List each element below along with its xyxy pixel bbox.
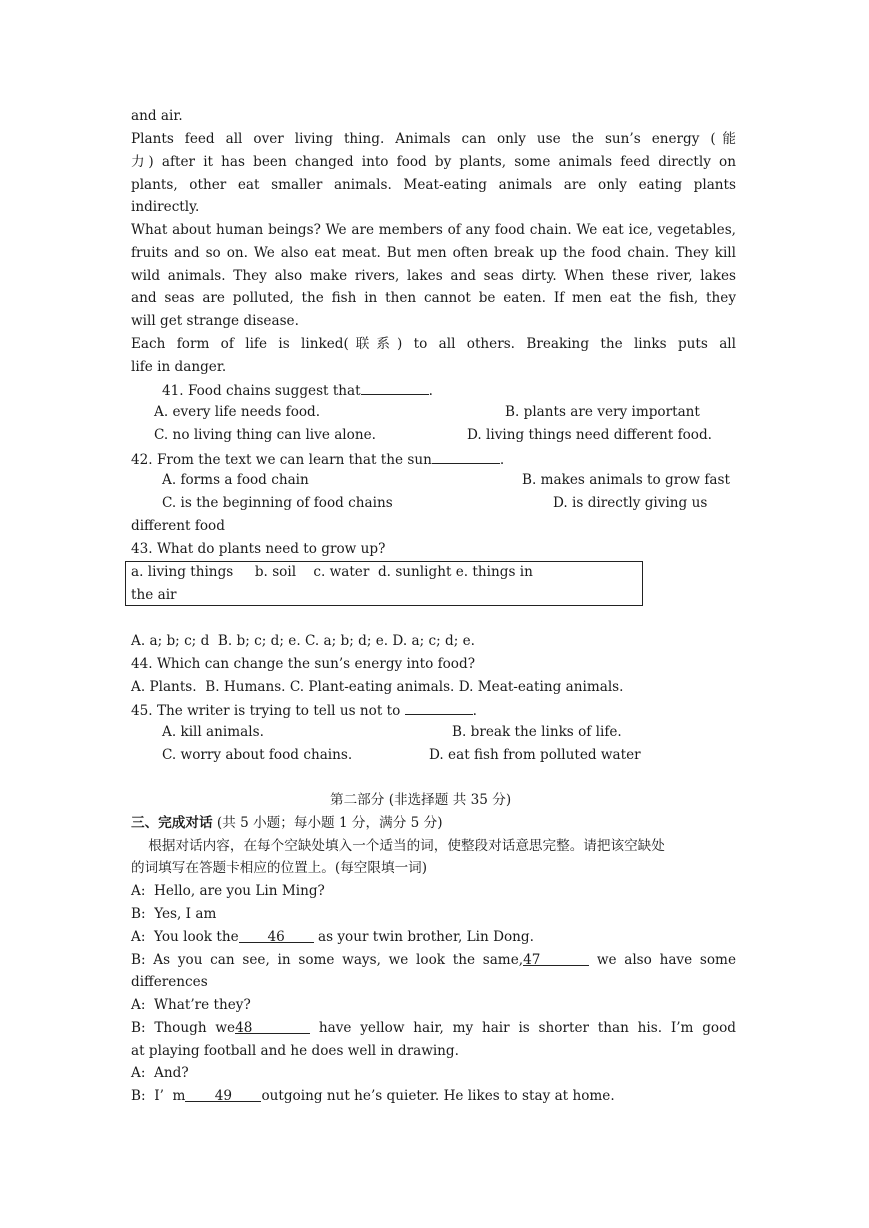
option-c: C. no living thing can live alone. — [154, 427, 376, 443]
option-d: D. is directly giving us — [553, 495, 708, 511]
passage-line: indirectly. — [131, 199, 200, 215]
dialog-text: as your twin brother, Lin Dong. — [313, 929, 534, 945]
blank-49[interactable]: 49 — [185, 1087, 261, 1102]
passage-line: will get strange disease. — [131, 313, 299, 329]
blank-48[interactable]: 48 — [235, 1019, 310, 1034]
passage-line: wild animals. They also make rivers, lakes and seas dirty. When these river, lakes — [131, 268, 736, 284]
option-a: A. kill animals. — [162, 724, 264, 740]
question-stem: 42. From the text we can learn that the sun — [131, 452, 432, 468]
question-41: 41. Food chains suggest that . — [162, 380, 433, 400]
passage-line: Plants feed all over living thing. Animals can only use the sun’s energy (能 — [131, 131, 736, 147]
dialog-line: A: And? — [131, 1065, 189, 1081]
dialog-line: B: Yes, I am — [131, 906, 217, 922]
section-note: (共 5 小题；每小题 1 分，满分 5 分) — [216, 815, 443, 831]
blank-46[interactable]: 46 — [239, 928, 314, 943]
question-45: 45. The writer is trying to tell us not to . — [131, 700, 477, 720]
dialog-text: have yellow hair, my hair is shorter than his. I’m good — [310, 1020, 736, 1036]
passage-line: and air. — [131, 108, 183, 124]
option-c: C. is the beginning of food chains — [162, 495, 393, 511]
option-b: B. plants are very important — [505, 404, 700, 420]
dialog-text: we also have some — [589, 952, 736, 968]
question-43: 43. What do plants need to grow up? — [131, 541, 386, 557]
option-b: B. break the links of life. — [452, 724, 622, 740]
option-d-continued: different food — [131, 518, 225, 534]
answer-blank[interactable] — [405, 700, 473, 715]
answer-blank[interactable] — [361, 380, 429, 395]
instruction-line: 的词填写在答题卡相应的位置上。(每空限填一词) — [131, 860, 428, 876]
option-a: A. every life needs food. — [154, 404, 321, 420]
dialog-line — [131, 951, 736, 969]
options-row: A. Plants. B. Humans. C. Plant-eating animals. D. Meat-eating animals. — [131, 679, 624, 695]
dialog-text: A: You look the — [131, 929, 239, 945]
answer-blank[interactable] — [432, 449, 500, 464]
dialog-line — [131, 1087, 615, 1105]
dialog-text: outgoing nut he’s quieter. He likes to stay at home. — [261, 1088, 615, 1104]
dialog-line: at playing football and he does well in drawing. — [131, 1043, 459, 1059]
passage-line: life in danger. — [131, 359, 227, 375]
dialog-text: B: I’ m — [131, 1088, 186, 1104]
dialog-line: A: Hello, are you Lin Ming? — [131, 883, 325, 899]
dialog-line — [131, 928, 534, 946]
section-head: 三、完成对话 — [131, 815, 213, 831]
dialog-text: B: As you can see, in some ways, we look the same, — [131, 952, 524, 968]
question-stem: 41. Food chains suggest that — [162, 383, 361, 399]
passage-line: 力) after it has been changed into food by plants, some animals feed directly on — [131, 154, 736, 170]
question-42: 42. From the text we can learn that the sun . — [131, 449, 504, 469]
passage-line: plants, other eat smaller animals. Meat-eating animals are only eating plants — [131, 177, 736, 193]
choices-box-line: a. living things b. soil c. water d. sunlight e. things in — [131, 564, 533, 580]
options-row: A. a; b; c; d B. b; c; d; e. C. a; b; d; e. D. a; c; d; e. — [131, 633, 475, 649]
passage-line: What about human beings? We are members of any food chain. We eat ice, vegetables, — [131, 222, 736, 238]
dialog-line: A: What’re they? — [131, 997, 251, 1013]
section-heading — [131, 814, 443, 832]
option-d: D. eat fish from polluted water — [429, 747, 641, 763]
option-b: B. makes animals to grow fast — [522, 472, 730, 488]
option-a: A. forms a food chain — [162, 472, 309, 488]
question-stem: 45. The writer is trying to tell us not to — [131, 703, 401, 719]
instruction-line: 根据对话内容，在每个空缺处填入一个适当的词，使整段对话意思完整。请把该空缺处 — [131, 838, 665, 854]
passage-line: fruits and so on. We also eat meat. But men often break up the food chain. They kill — [131, 245, 736, 261]
option-d: D. living things need different food. — [467, 427, 712, 443]
choices-box-line: the air — [131, 587, 177, 603]
blank-47[interactable]: 47 — [523, 951, 589, 966]
passage-line: Each form of life is linked(联系) to all others. Breaking the links puts all — [131, 336, 736, 352]
passage-line: and seas are polluted, the fish in then cannot be eaten. If men eat the fish, they — [131, 290, 736, 306]
question-44: 44. Which can change the sun’s energy into food? — [131, 656, 475, 672]
dialog-line: differences — [131, 974, 208, 990]
dialog-text: B: Though we — [131, 1020, 236, 1036]
dialog-line — [131, 1019, 736, 1037]
option-c: C. worry about food chains. — [162, 747, 353, 763]
part-title: 第二部分 (非选择题 共 35 分) — [330, 792, 512, 808]
